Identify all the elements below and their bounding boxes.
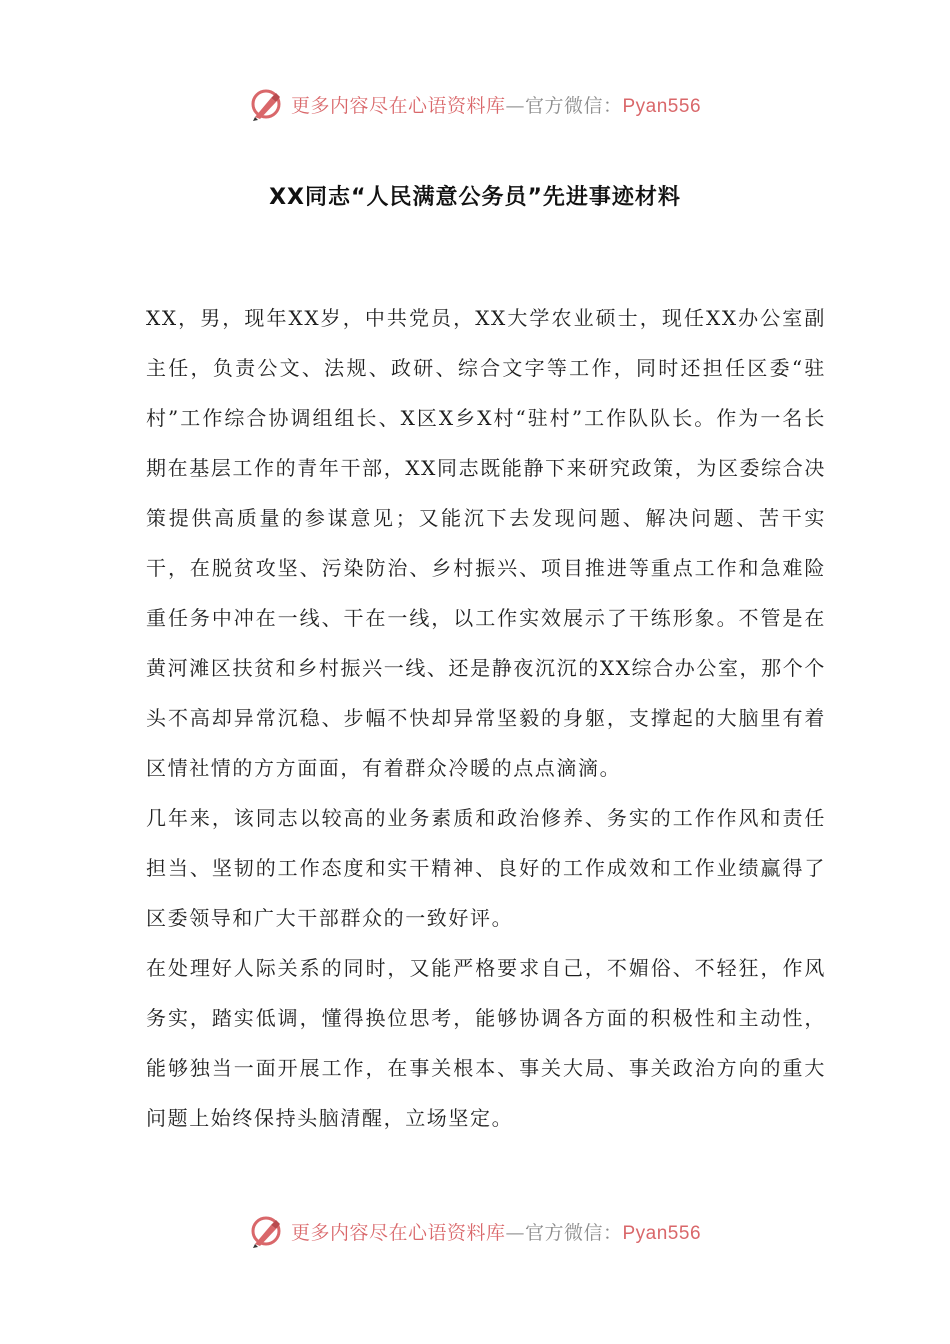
banner-dash: — (505, 94, 525, 117)
pen-logo-icon (249, 1213, 285, 1249)
wechat-label: 官方微信： (524, 94, 623, 117)
document-body (146, 293, 826, 1143)
brand-text: 更多内容尽在心语资料库 (290, 94, 506, 117)
header-banner (0, 84, 950, 124)
pen-logo-icon (249, 86, 285, 122)
paragraph-1: XX，男，现年XX岁，中共党员，XX大学农业硕士，现任XX办公室副主任，负责公文、法规、政研、综合文字等工作，同时还担任区委“驻村”工作综合协调组组长、X区X乡X村“驻村”工作队队长。作为一名长期在基层工作的青年干部，XX同志既能静下来研究政策，为区委综合决策提供高质量的参谋意见；又能沉下去发现问题、解决问题、苦干实干，在脱贫攻坚、污染防治、乡村振兴、项目推进等重点工作和急难险重任务中冲在一线、干在一线，以工作实效展示了干练形象。不管是在黄河滩区扶贫和乡村振兴一线、还是静夜沉沉的XX综合办公室，那个个头不高却异常沉稳、步幅不快却异常坚毅的身躯，支撑起的大脑里有着区情社情的方方面面，有着群众冷暖的点点滴滴。 (146, 306, 826, 780)
banner-text (291, 1218, 701, 1245)
wechat-id: Pyan556 (622, 1222, 702, 1244)
wechat-label: 官方微信： (524, 1221, 623, 1244)
paragraph-2: 几年来，该同志以较高的业务素质和政治修养、务实的工作作风和责任担当、坚韧的工作态度和实干精神、良好的工作成效和工作业绩赢得了区委领导和广大干部群众的一致好评。 (146, 806, 826, 930)
footer-banner (0, 1211, 950, 1251)
paragraph-3: 在处理好人际关系的同时，又能严格要求自己，不媚俗、不轻狂，作风务实，踏实低调，懂得换位思考，能够协调各方面的积极性和主动性，能够独当一面开展工作，在事关根本、事关大局、事关政治方向的重大问题上始终保持头脑清醒，立场坚定。 (146, 956, 826, 1130)
document-title: XX同志“人民满意公务员”先进事迹材料 (269, 185, 681, 210)
wechat-id: Pyan556 (622, 95, 702, 117)
banner-dash: — (505, 1221, 525, 1244)
banner-text (291, 91, 701, 118)
brand-text: 更多内容尽在心语资料库 (290, 1221, 506, 1244)
